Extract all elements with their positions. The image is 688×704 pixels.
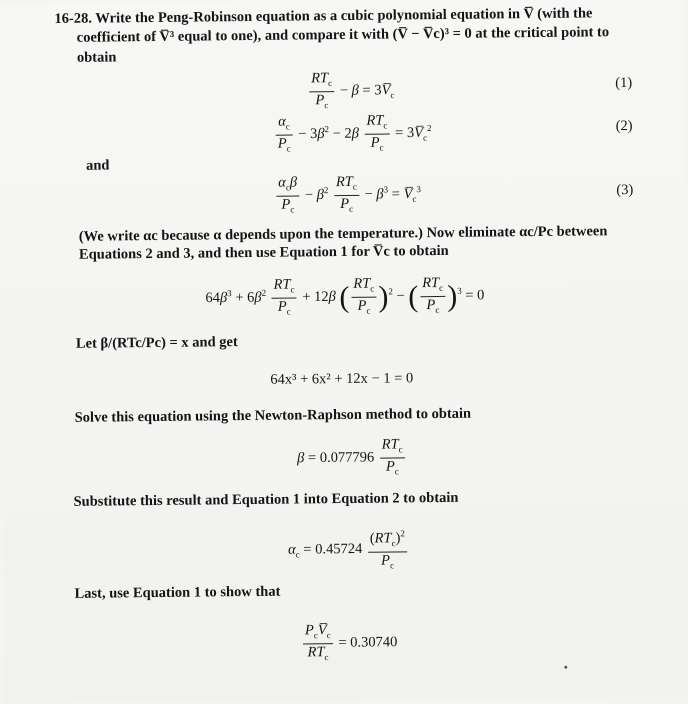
equation-2: $\frac{\alpha_c}{P_c}$ − $3\beta^2 - 2\beta$ $\frac{RT_c}{P_c}$ = $3V̅_c^2$	[274, 112, 432, 156]
problem-intro-line2: coefficient of V̅³ equal to one), and compare it with (V̅ − V̅c)³ = 0 at the critical point to	[76, 24, 610, 46]
note-line1: (We write αc because α depends upon the temperature.) Now eliminate αc/Pc between	[78, 223, 608, 245]
combined-equation: $64\beta^3 + 6\beta^2$ $\frac{RT_c}{P_c}$ + 12β ( $\frac{RT_c}{P_c}$ )$^2$ − ( $\frac{RT_c}{P_c}$ )$^3$ = 0	[205, 275, 485, 317]
problem-intro-line1: 16-28. Write the Peng-Robinson equation as a cubic polynomial equation in V̅ (with the	[54, 5, 593, 28]
equation-1-number: (1)	[615, 74, 633, 92]
let-line: Let β/(RTc/Pc) = x and get	[75, 334, 238, 352]
equation-1: $\frac{RT_c}{P_c}$ − $\beta = 3V̅_c$	[311, 70, 395, 110]
problem-intro-line3: obtain	[76, 49, 117, 66]
solve-line: Solve this equation using the Newton-Raphson method to obtain	[74, 405, 472, 426]
alpha-result: $\alpha_c = 0.45724$ $\frac{(RT_c)^2}{P_c}$	[288, 525, 409, 574]
problem-number: 16-28.	[54, 10, 93, 28]
substitute-line: Substitute this result and Equation 1 into Equation 2 to obtain	[73, 489, 459, 510]
and-text: and	[85, 157, 110, 174]
last-line: Last, use Equation 1 to show that	[74, 583, 281, 602]
equation-2-number: (2)	[615, 117, 633, 135]
stray-dot	[564, 666, 567, 669]
equation-3: $\frac{\alpha_c\beta}{P_c}$ − $\beta^2$ $\frac{RT_c}{P_c}$ − $\beta^3$ = $V̅_c^3$	[278, 173, 421, 215]
equation-3-number: (3)	[616, 181, 634, 199]
compressibility-result: $\frac{P_cV̅_c}{RT_c}$ = 0.30740	[304, 622, 398, 663]
note-line2: Equations 2 and 3, and then use Equation 1 for V̅c to obtain	[78, 242, 449, 263]
beta-result: β = 0.077796 $\frac{RT_c}{P_c}$	[297, 436, 407, 480]
cubic-equation: 64x³ + 6x² + 12x − 1 = 0	[270, 370, 414, 388]
